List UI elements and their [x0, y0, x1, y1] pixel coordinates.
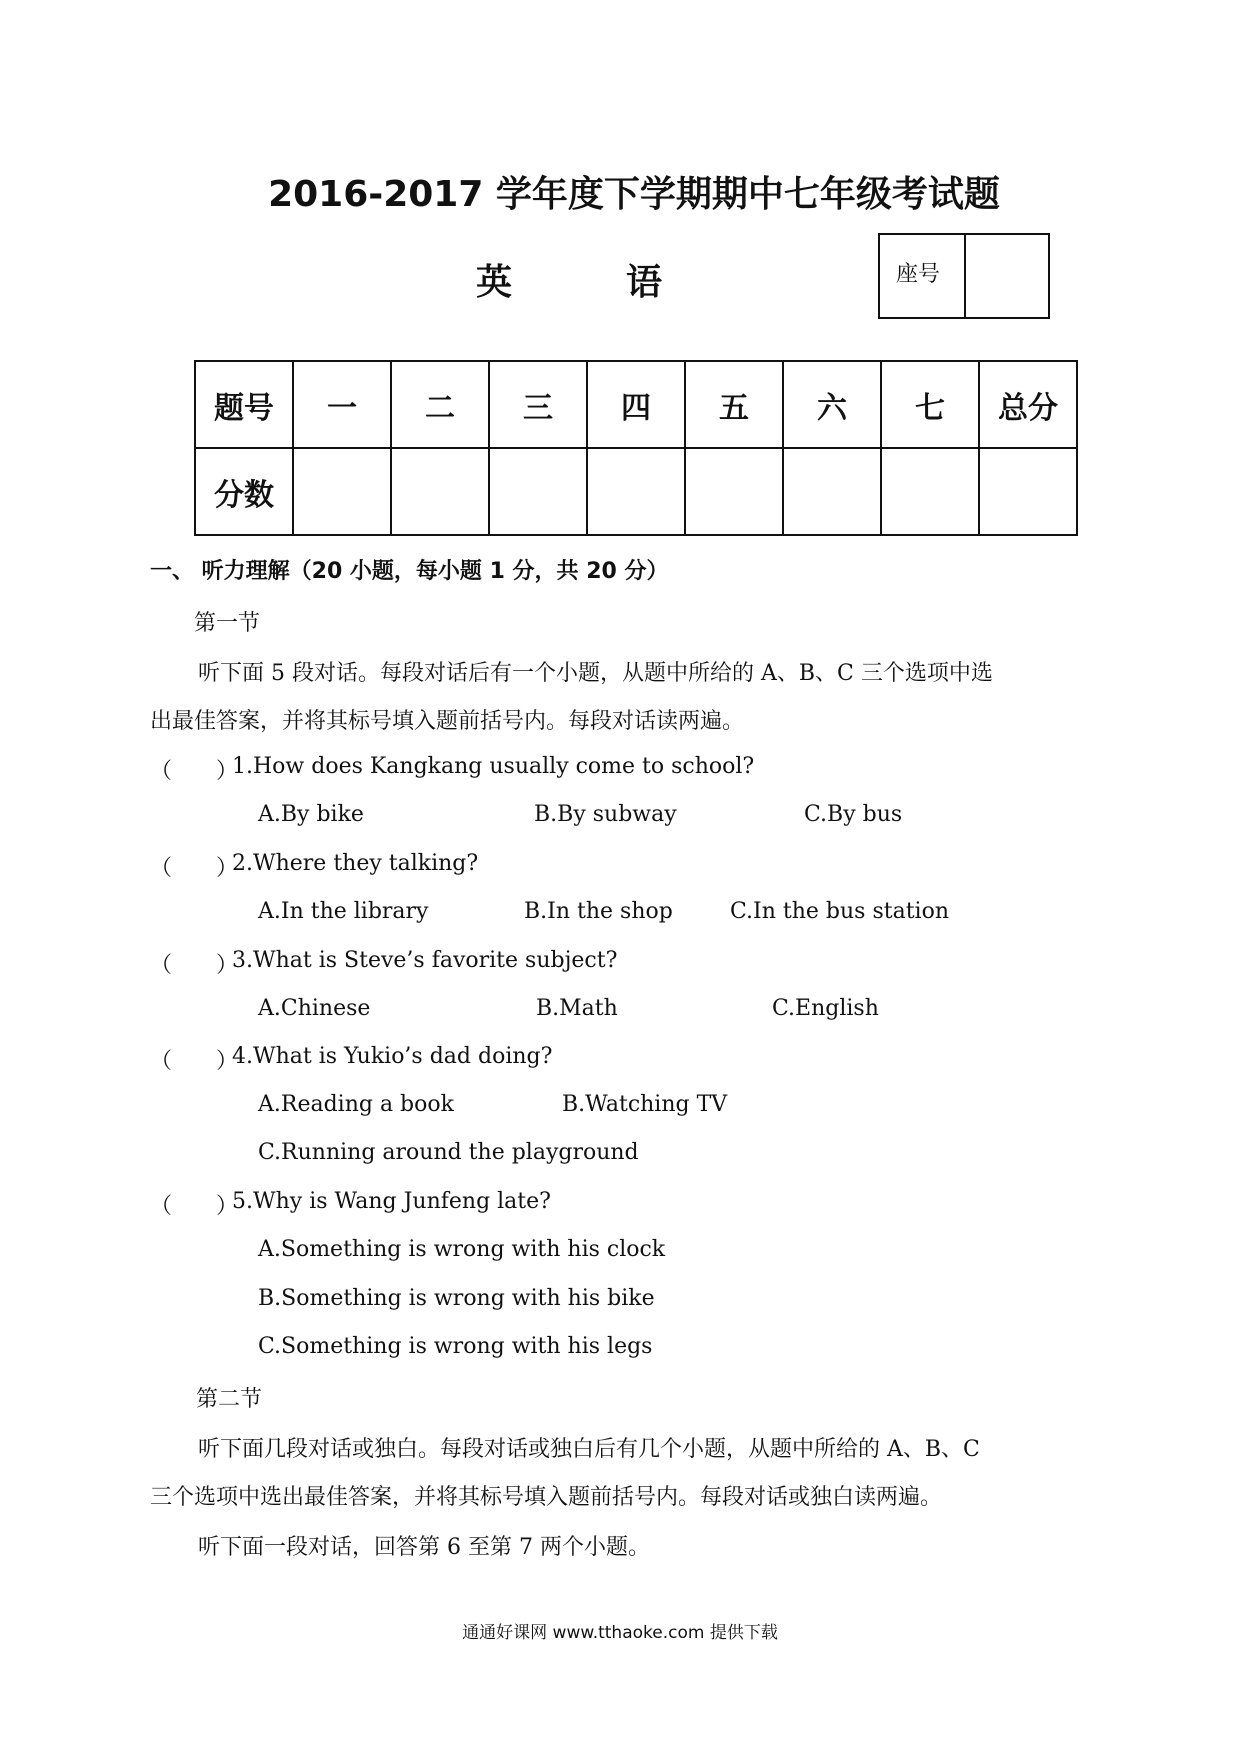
header-cell: 三	[489, 361, 587, 448]
score-table-score-row	[195, 448, 1077, 535]
q5-option-a: A.Something is wrong with his clock	[258, 1237, 666, 1262]
header-cell: 题号	[195, 361, 293, 448]
q1-option-b: B.By subway	[534, 802, 677, 827]
answer-blank[interactable]: （ ）	[150, 856, 239, 881]
header-cell: 二	[391, 361, 489, 448]
q4-option-a: A.Reading a book	[258, 1092, 454, 1117]
header-cell: 五	[685, 361, 783, 448]
part2-instruction-line1: 听下面几段对话或独白。每段对话或独白后有几个小题，从题中所给的 A、B、C	[198, 1437, 980, 1462]
header-cell: 四	[587, 361, 685, 448]
part2-sub-instruction: 听下面一段对话，回答第 6 至第 7 两个小题。	[198, 1535, 650, 1560]
question-5-stem: 5.Why is Wang Junfeng late?	[232, 1189, 551, 1214]
score-cell[interactable]	[881, 448, 979, 535]
seat-number-field[interactable]	[966, 235, 1048, 317]
seat-number-box	[878, 233, 1050, 319]
question-2-stem: 2.Where they talking?	[232, 851, 479, 876]
question-4-stem: 4.What is Yukio’s dad doing?	[232, 1044, 553, 1069]
seat-number-label: 座号	[880, 235, 966, 317]
header-cell: 六	[783, 361, 881, 448]
q4-option-b: B.Watching TV	[562, 1092, 728, 1117]
answer-blank[interactable]: （ ）	[150, 953, 239, 978]
q2-option-a: A.In the library	[258, 899, 429, 924]
q2-option-b: B.In the shop	[524, 899, 673, 924]
answer-blank[interactable]: （ ）	[150, 759, 239, 784]
q3-option-c: C.English	[772, 996, 879, 1021]
q3-option-b: B.Math	[536, 996, 618, 1021]
q1-option-c: C.By bus	[804, 802, 903, 827]
score-table	[194, 360, 1078, 536]
q1-option-a: A.By bike	[258, 802, 364, 827]
exam-title: 2016-2017 学年度下学期期中七年级考试题	[268, 174, 1000, 215]
answer-blank[interactable]: （ ）	[150, 1049, 239, 1074]
answer-blank[interactable]: （ ）	[150, 1194, 239, 1219]
score-cell[interactable]	[391, 448, 489, 535]
subject-char-2: 语	[626, 262, 663, 303]
q4-option-c: C.Running around the playground	[258, 1140, 639, 1165]
part2-label: 第二节	[196, 1387, 263, 1412]
header-cell: 总分	[979, 361, 1077, 448]
part1-label: 第一节	[194, 611, 261, 636]
header-cell: 七	[881, 361, 979, 448]
part2-instruction-line2: 三个选项中选出最佳答案，并将其标号填入题前括号内。每段对话或独白读两遍。	[150, 1485, 943, 1510]
page-footer: 通通好课网 www.tthaoke.com 提供下载	[462, 1623, 778, 1643]
score-cell[interactable]	[783, 448, 881, 535]
q5-option-b: B.Something is wrong with his bike	[258, 1286, 655, 1311]
q3-option-a: A.Chinese	[258, 996, 371, 1021]
score-cell[interactable]	[685, 448, 783, 535]
score-cell[interactable]	[979, 448, 1077, 535]
score-cell[interactable]	[489, 448, 587, 535]
score-row-label: 分数	[195, 448, 293, 535]
part1-instruction-line2: 出最佳答案，并将其标号填入题前括号内。每段对话读两遍。	[150, 709, 745, 734]
score-table-header-row	[195, 361, 1077, 448]
subject-char-1: 英	[476, 262, 513, 303]
score-cell[interactable]	[293, 448, 391, 535]
score-cell[interactable]	[587, 448, 685, 535]
part1-instruction-line1: 听下面 5 段对话。每段对话后有一个小题，从题中所给的 A、B、C 三个选项中选	[198, 661, 993, 686]
question-3-stem: 3.What is Steve’s favorite subject?	[232, 948, 618, 973]
q2-option-c: C.In the bus station	[730, 899, 949, 924]
question-1-stem: 1.How does Kangkang usually come to school?	[232, 754, 755, 779]
header-cell: 一	[293, 361, 391, 448]
section-heading: 一、 听力理解（20 小题，每小题 1 分，共 20 分）	[150, 559, 669, 584]
q5-option-c: C.Something is wrong with his legs	[258, 1334, 653, 1359]
